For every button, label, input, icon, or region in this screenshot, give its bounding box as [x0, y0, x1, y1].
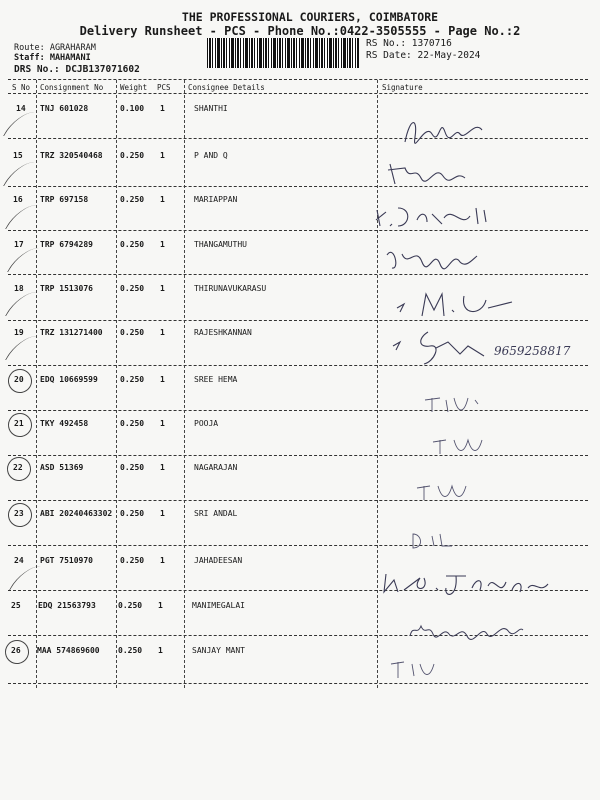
row-consignee: THIRUNAVUKARASU	[194, 284, 267, 293]
table-top-rule	[8, 79, 588, 80]
row-consignee: P AND Q	[194, 151, 228, 160]
header-bottom-rule	[8, 93, 588, 94]
row-sno: 19	[14, 328, 24, 337]
tick-mark	[5, 292, 50, 316]
signature-scribble	[420, 392, 490, 416]
row-consignee: SREE HEMA	[194, 375, 238, 384]
row-consignment: TRZ 131271400	[40, 328, 103, 337]
row-separator	[8, 365, 588, 366]
row-weight: 0.100	[120, 104, 145, 113]
row-consignee: RAJESHKANNAN	[194, 328, 252, 337]
row-separator	[8, 545, 588, 546]
circle-mark	[3, 638, 31, 666]
rs-number: RS No.: 1370716	[366, 38, 452, 49]
row-weight: 0.250	[120, 328, 145, 337]
signature-scribble	[408, 526, 468, 550]
circle-mark	[6, 501, 34, 529]
signature-scribble	[372, 198, 502, 232]
row-separator	[8, 138, 588, 139]
signature-scribble	[412, 478, 472, 502]
row-consignee: SHANTHI	[194, 104, 228, 113]
circle-mark	[5, 455, 33, 483]
row-consignment: TNJ 601028	[40, 104, 89, 113]
column-header-sno: S No	[12, 83, 31, 92]
tick-mark	[3, 162, 48, 186]
row-weight: 0.250	[120, 419, 145, 428]
company-title: THE PROFESSIONAL COURIERS, COIMBATORE	[181, 10, 439, 24]
row-consignment: TRP 1513076	[40, 284, 93, 293]
rs-date: RS Date: 22-May-2024	[366, 50, 481, 61]
signature-scribble	[388, 328, 498, 368]
row-separator	[8, 410, 588, 411]
row-consignee: SANJAY MANT	[192, 646, 245, 655]
row-consignment: TRZ 320540468	[40, 151, 103, 160]
row-sno: 26	[11, 646, 21, 655]
row-weight: 0.250	[120, 375, 145, 384]
row-pcs: 1	[160, 195, 165, 204]
circle-mark	[6, 411, 34, 439]
column-header-consignment: Consignment No	[40, 83, 104, 92]
signature-scribble	[392, 286, 522, 322]
route-label: Route: AGRAHARAM	[14, 43, 96, 53]
row-sno: 17	[14, 240, 24, 249]
row-pcs: 1	[160, 375, 165, 384]
row-sno: 18	[14, 284, 24, 293]
row-pcs: 1	[158, 601, 163, 610]
row-consignment: TRP 697158	[40, 195, 89, 204]
circle-mark	[6, 367, 34, 395]
row-sno: 22	[13, 463, 23, 472]
row-weight: 0.250	[120, 195, 145, 204]
row-consignment: MAA 574869600	[37, 646, 100, 655]
signature-scribble	[382, 240, 482, 276]
row-weight: 0.250	[118, 601, 143, 610]
row-pcs: 1	[160, 104, 165, 113]
row-separator	[8, 455, 588, 456]
signature-scribble	[400, 112, 490, 152]
tick-mark	[5, 205, 50, 229]
tick-mark	[7, 248, 52, 272]
row-pcs: 1	[160, 463, 165, 472]
divider-consignment	[116, 80, 117, 688]
signature-scribble	[405, 614, 525, 642]
row-weight: 0.250	[120, 463, 145, 472]
signature-scribble	[385, 156, 475, 190]
row-consignment: EDQ 10669599	[40, 375, 98, 384]
signature-scribble	[386, 656, 446, 680]
row-sno: 20	[14, 375, 24, 384]
row-pcs: 1	[160, 284, 165, 293]
row-sno: 23	[14, 509, 24, 518]
table-bottom-rule	[8, 683, 588, 684]
row-consignee: MARIAPPAN	[194, 195, 238, 204]
row-separator	[8, 500, 588, 501]
column-header-consignee: Consignee Details	[188, 83, 265, 92]
row-pcs: 1	[160, 240, 165, 249]
staff-label: Staff: MAHAMANI	[14, 53, 91, 63]
row-pcs: 1	[160, 419, 165, 428]
row-sno: 15	[13, 151, 23, 160]
row-weight: 0.250	[120, 509, 145, 518]
row-sno: 21	[14, 419, 24, 428]
row-pcs: 1	[160, 151, 165, 160]
row-consignment: TRP 6794289	[40, 240, 93, 249]
column-header-signature: Signature	[382, 83, 423, 92]
handwritten-phone: 9659258817	[494, 344, 571, 358]
row-pcs: 1	[160, 509, 165, 518]
row-consignee: THANGAMUTHU	[194, 240, 247, 249]
row-weight: 0.250	[120, 240, 145, 249]
row-sno: 25	[11, 601, 21, 610]
row-weight: 0.250	[120, 151, 145, 160]
row-pcs: 1	[160, 556, 165, 565]
row-sno: 16	[13, 195, 23, 204]
row-consignment: EDQ 21563793	[38, 601, 96, 610]
sheet-title: Delivery Runsheet - PCS - Phone No.:0422-3505555 - Page No.:2	[79, 24, 521, 38]
row-separator	[8, 186, 588, 187]
column-header-weight: Weight	[120, 83, 148, 92]
drs-number: DRS No.: DCJB137071602	[14, 64, 140, 75]
divider-pcs	[184, 80, 185, 688]
tick-mark	[9, 566, 54, 590]
row-consignment: ABI 20240463302	[40, 509, 113, 518]
row-consignee: JAHADEESAN	[194, 556, 243, 565]
row-weight: 0.250	[118, 646, 143, 655]
signature-scribble	[380, 568, 560, 604]
row-sno: 14	[16, 104, 26, 113]
row-consignment: PGT 7510970	[40, 556, 93, 565]
tick-mark	[3, 112, 48, 136]
tick-mark	[5, 336, 50, 360]
row-consignee: POOJA	[194, 419, 219, 428]
row-weight: 0.250	[120, 556, 145, 565]
row-pcs: 1	[158, 646, 163, 655]
row-consignee: SRI ANDAL	[194, 509, 238, 518]
row-consignment: TKY 492458	[40, 419, 89, 428]
row-pcs: 1	[160, 328, 165, 337]
barcode-image	[207, 38, 359, 68]
row-weight: 0.250	[120, 284, 145, 293]
divider-signature	[377, 80, 378, 688]
row-consignment: ASD 51369	[40, 463, 84, 472]
signature-scribble	[428, 432, 488, 456]
row-consignee: MANIMEGALAI	[192, 601, 245, 610]
column-header-pcs: PCS	[157, 83, 171, 92]
row-sno: 24	[14, 556, 24, 565]
row-separator	[8, 274, 588, 275]
row-consignee: NAGARAJAN	[194, 463, 238, 472]
